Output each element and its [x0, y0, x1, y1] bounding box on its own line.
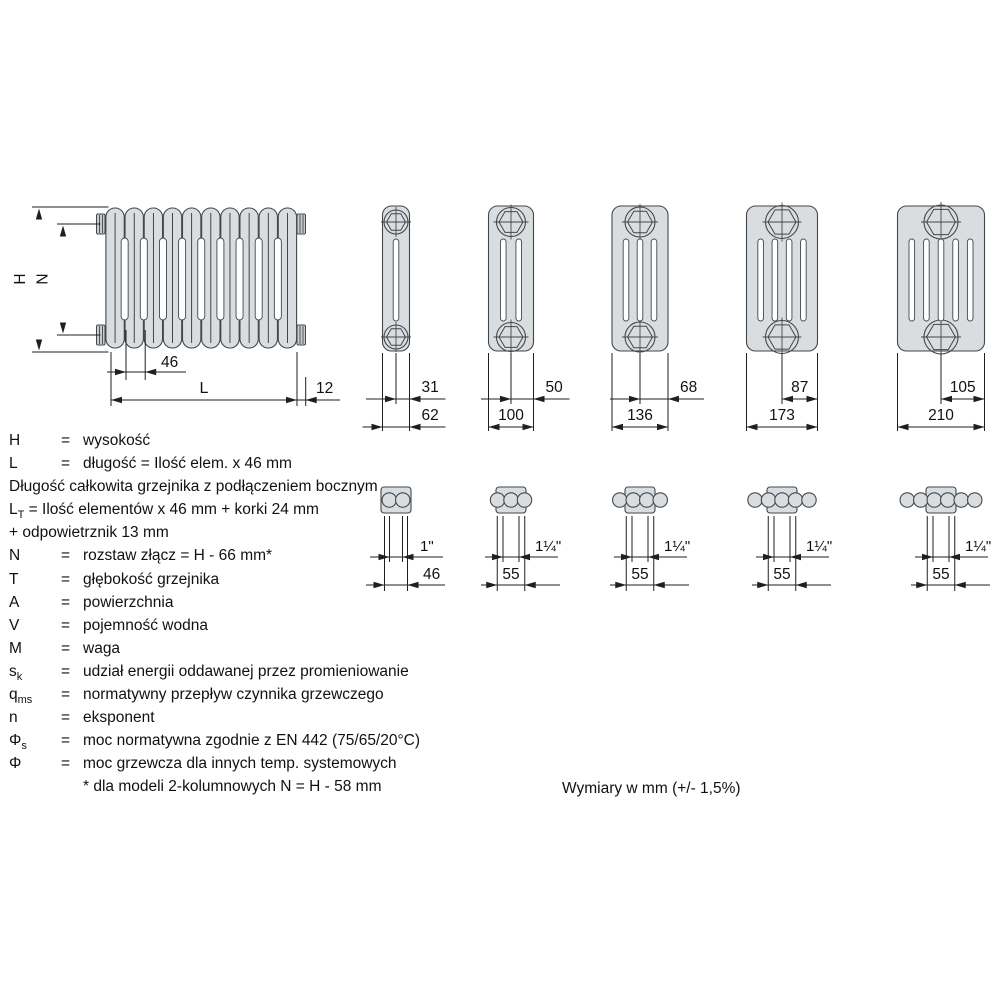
section-slot — [516, 239, 522, 321]
arrow-head — [115, 369, 126, 375]
legend-row-T: T = głębokość grzejnika — [9, 570, 220, 588]
total-depth-label: 173 — [769, 407, 795, 424]
top-view-column-circle — [941, 493, 955, 507]
element-gap-slot — [236, 238, 243, 320]
arrow-head — [145, 369, 156, 375]
top-view-column-circle — [775, 493, 789, 507]
element-gap-slot — [179, 238, 186, 320]
legend-row-total-length: Długość całkowita grzejnika z podłączeniem bocznym — [9, 478, 378, 496]
arrow-head — [974, 424, 985, 430]
total-depth-label: 136 — [627, 407, 653, 424]
top-view-column-circle — [653, 493, 667, 507]
connection-size-label: 1¼" — [806, 538, 833, 555]
section-slot — [953, 239, 959, 321]
top-view-column-circle — [954, 493, 968, 507]
legend-row-sk: $s_k$ = udział energii oddawanej przez promieniowanie — [9, 662, 409, 684]
connection-pitch-label: 55 — [631, 566, 649, 583]
top-view-column-circle — [788, 493, 802, 507]
connection-size-label: 1¼" — [535, 538, 562, 555]
arrow-head — [782, 396, 793, 402]
arrow-head — [629, 396, 640, 402]
connection-pitch-label: 55 — [773, 566, 791, 583]
arrow-head — [955, 582, 966, 588]
arrow-head — [757, 582, 768, 588]
legend-row-LT: $L_T$ = Ilość elementów x 46 mm + korki 24 mm — [9, 501, 319, 522]
legend-row-phi: Φ = moc grzewcza dla innych temp. systemowych — [9, 755, 397, 773]
arrow-head — [410, 396, 421, 402]
section-slot — [651, 239, 657, 321]
legend-row-H: H = wysokość — [9, 432, 151, 449]
arrow-head — [668, 396, 679, 402]
connection-pitch-label: 55 — [502, 566, 520, 583]
dimensions-note: Wymiary w mm (+/- 1,5%) — [562, 780, 741, 797]
top-view-column-circle — [914, 493, 928, 507]
connection-size-label: 1¼" — [664, 538, 691, 555]
column-depth-label: 50 — [545, 379, 563, 396]
arrow-head — [500, 396, 511, 402]
arrow-head — [807, 424, 818, 430]
legend-row-V: V = pojemność wodna — [9, 616, 208, 634]
legend-row-M: M = waga — [9, 639, 121, 657]
section-slot — [637, 239, 643, 321]
element-gap-slot — [198, 238, 205, 320]
top-view-column-circle — [927, 493, 941, 507]
section-slot — [938, 239, 944, 321]
arrow-head — [654, 582, 665, 588]
section-slot — [500, 239, 506, 321]
legend-row-A: A = powierzchnia — [9, 593, 174, 611]
arrow-head — [306, 397, 317, 403]
arrow-head — [60, 226, 66, 237]
connection-pitch-label: 55 — [932, 566, 950, 583]
connection-size-label: 1" — [420, 538, 434, 555]
total-depth-label: 210 — [928, 407, 954, 424]
legend-row-footnote-star: * dla modeli 2-kolumnowych N = H - 58 mm — [83, 778, 382, 796]
section-slot — [967, 239, 973, 321]
end-extension-label: 12 — [316, 380, 334, 397]
height-dim-label: H — [12, 273, 29, 285]
column-depth-label: 31 — [421, 379, 439, 396]
arrow-head — [916, 582, 927, 588]
section-slot — [772, 239, 778, 321]
end-plug — [297, 325, 306, 345]
top-view-column-circle — [761, 493, 775, 507]
legend — [9, 429, 629, 799]
arrow-head — [385, 396, 396, 402]
top-view-column-circle — [640, 493, 654, 507]
legend-row-qms: $q_{ms}$ = normatywny przepływ czynnika grzewczego — [9, 686, 384, 707]
arrow-head — [111, 397, 122, 403]
section-slot — [801, 239, 807, 321]
column-depth-label: 87 — [791, 379, 809, 396]
column-depth-label: 68 — [680, 379, 698, 396]
arrow-head — [36, 340, 42, 351]
connection-pitch-label: 46 — [423, 566, 441, 583]
total-depth-label: 100 — [498, 407, 524, 424]
end-plug — [297, 214, 306, 234]
top-view-column-circle — [968, 493, 982, 507]
arrow-head — [534, 396, 545, 402]
column-depth-label: 105 — [949, 379, 976, 396]
connector-spacing-dim-label: N — [34, 273, 52, 285]
section-slot — [909, 239, 915, 321]
length-dim-label: L — [199, 380, 209, 397]
legend-row-L: L = długość = Ilość elem. x 46 mm — [9, 455, 292, 473]
element-gap-slot — [159, 238, 166, 320]
legend-row-N: N = rozstaw złącz = H - 66 mm* — [9, 547, 273, 565]
arrow-head — [286, 397, 297, 403]
legend-row-phi-s: $\Phi_s$ = moc normatywna zgodnie z EN 442 (75/65/20°C) — [9, 732, 421, 753]
section-slot — [786, 239, 792, 321]
section-slot — [758, 239, 764, 321]
arrow-head — [898, 424, 909, 430]
top-view-column-circle — [748, 493, 762, 507]
legend-row-n: n = eksponent — [9, 709, 155, 727]
top-view-column-circle — [900, 493, 914, 507]
total-depth-label: 62 — [421, 407, 439, 424]
element-gap-slot — [255, 238, 262, 320]
element-gap-slot — [121, 238, 128, 320]
section-slot — [393, 239, 399, 321]
arrow-head — [60, 323, 66, 334]
legend-row-vent: + odpowietrznik 13 mm — [9, 524, 169, 542]
arrow-head — [657, 424, 668, 430]
arrow-head — [807, 396, 818, 402]
section-slot — [924, 239, 930, 321]
connection-size-label: 1¼" — [965, 538, 992, 555]
arrow-head — [941, 396, 952, 402]
element-pitch-label: 46 — [161, 354, 179, 371]
section-slot — [623, 239, 629, 321]
element-gap-slot — [140, 238, 147, 320]
arrow-head — [36, 209, 42, 220]
arrow-head — [747, 424, 758, 430]
element-gap-slot — [217, 238, 224, 320]
arrow-head — [974, 396, 985, 402]
arrow-head — [796, 582, 807, 588]
top-view-column-circle — [802, 493, 816, 507]
element-gap-slot — [274, 238, 281, 320]
